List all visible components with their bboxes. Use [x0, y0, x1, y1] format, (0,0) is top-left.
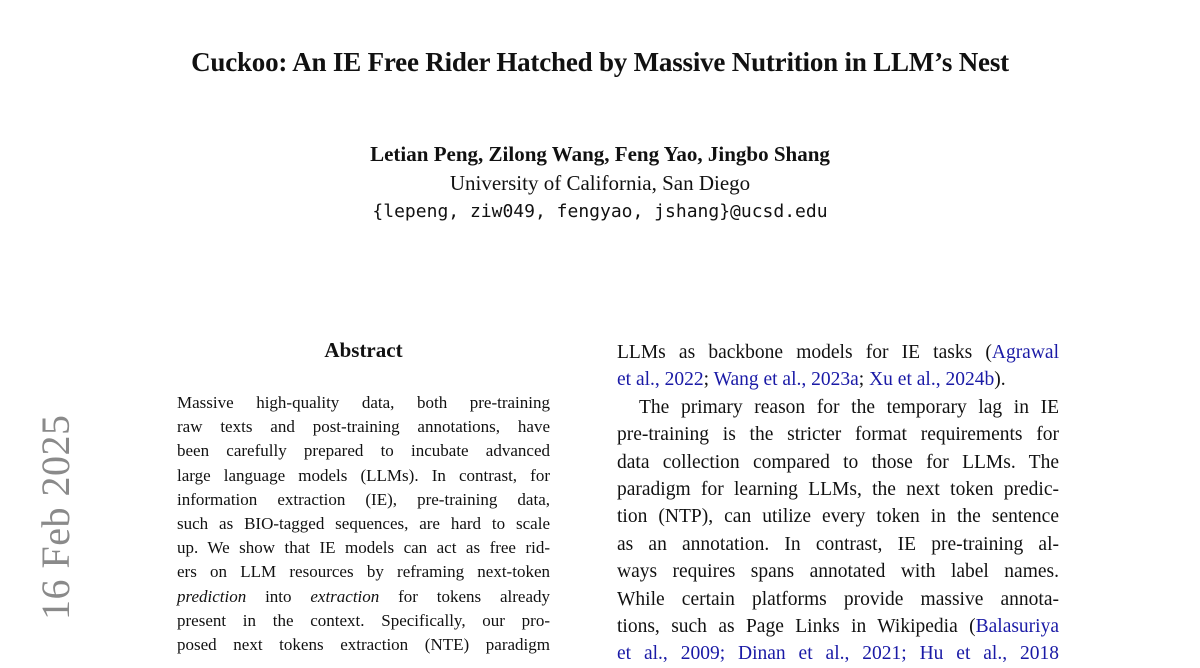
body-line: The primary reason for the temporary lag in IE [639, 396, 1059, 418]
abstract-line: information extraction (IE), pre-training data, [177, 489, 550, 509]
abstract-line: prediction into extraction for tokens already [177, 586, 550, 606]
abstract-line: large language models (LLMs). In contrast, for [177, 465, 550, 485]
body-line: pre-training is the stricter format requirements for [617, 424, 1059, 446]
citation-link[interactable]: Wang et al., 2023a [713, 369, 859, 391]
abstract-heading: Abstract [324, 338, 403, 362]
arxiv-side-stamp: 16 Feb 2025 [33, 414, 78, 620]
citation-link[interactable]: et al., 2022 [617, 369, 704, 391]
abstract-line: present in the context. Specifically, our pro- [177, 610, 550, 630]
body-right-column [617, 339, 1059, 668]
affiliation: University of California, San Diego [449, 171, 751, 195]
abstract-line: such as BIO-tagged sequences, are hard to scale [177, 514, 550, 534]
body-line: as an annotation. In contrast, IE pre-training al- [617, 533, 1059, 555]
citation-link[interactable]: Agrawal [991, 342, 1059, 363]
body-line: data collection compared to those for LLMs. The [617, 451, 1059, 473]
body-line: While certain platforms provide massive annota- [617, 588, 1059, 610]
body-line-partial[interactable]: et al., 2009; Dinan et al., 2021; Hu et al., 2018 [617, 643, 1059, 665]
abstract-body [177, 391, 550, 657]
emphasis-extraction: extraction [310, 586, 380, 606]
abstract-line: been carefully prepared to incubate advanced [177, 441, 550, 461]
emphasis-prediction: prediction [177, 586, 247, 606]
abstract-line: ers on LLM resources by reframing next-token [177, 562, 550, 582]
author-list: Letian Peng, Zilong Wang, Feng Yao, Jingbo Shang [370, 142, 830, 166]
body-line: tion (NTP), can utilize every token in the sentence [617, 506, 1059, 528]
abstract-line: posed next tokens extraction (NTE) paradigm [177, 635, 550, 655]
author-emails: {lepeng, ziw049, fengyao, jshang}@ucsd.edu [372, 201, 828, 222]
citation-link[interactable]: Balasuriya [975, 616, 1059, 638]
abstract-line: Massive high-quality data, both pre-training [177, 393, 550, 412]
body-line: paradigm for learning LLMs, the next token predic- [617, 479, 1059, 501]
body-line: LLMs as backbone models for IE tasks (Agrawal [617, 342, 1059, 363]
abstract-line: up. We show that IE models can act as free rid- [177, 538, 550, 558]
citation-link[interactable]: Xu et al., 2024b [869, 369, 995, 391]
body-line: tions, such as Page Links in Wikipedia (Balasuriya [617, 616, 1059, 638]
paper-title: Cuckoo: An IE Free Rider Hatched by Massive Nutrition in LLM’s Nest [191, 47, 1009, 77]
body-line: et al., 2022; Wang et al., 2023a; Xu et al., 2024b). [617, 369, 1006, 391]
abstract-line: raw texts and post-training annotations, have [177, 417, 550, 437]
body-line: ways requires spans annotated with label names. [617, 561, 1059, 583]
